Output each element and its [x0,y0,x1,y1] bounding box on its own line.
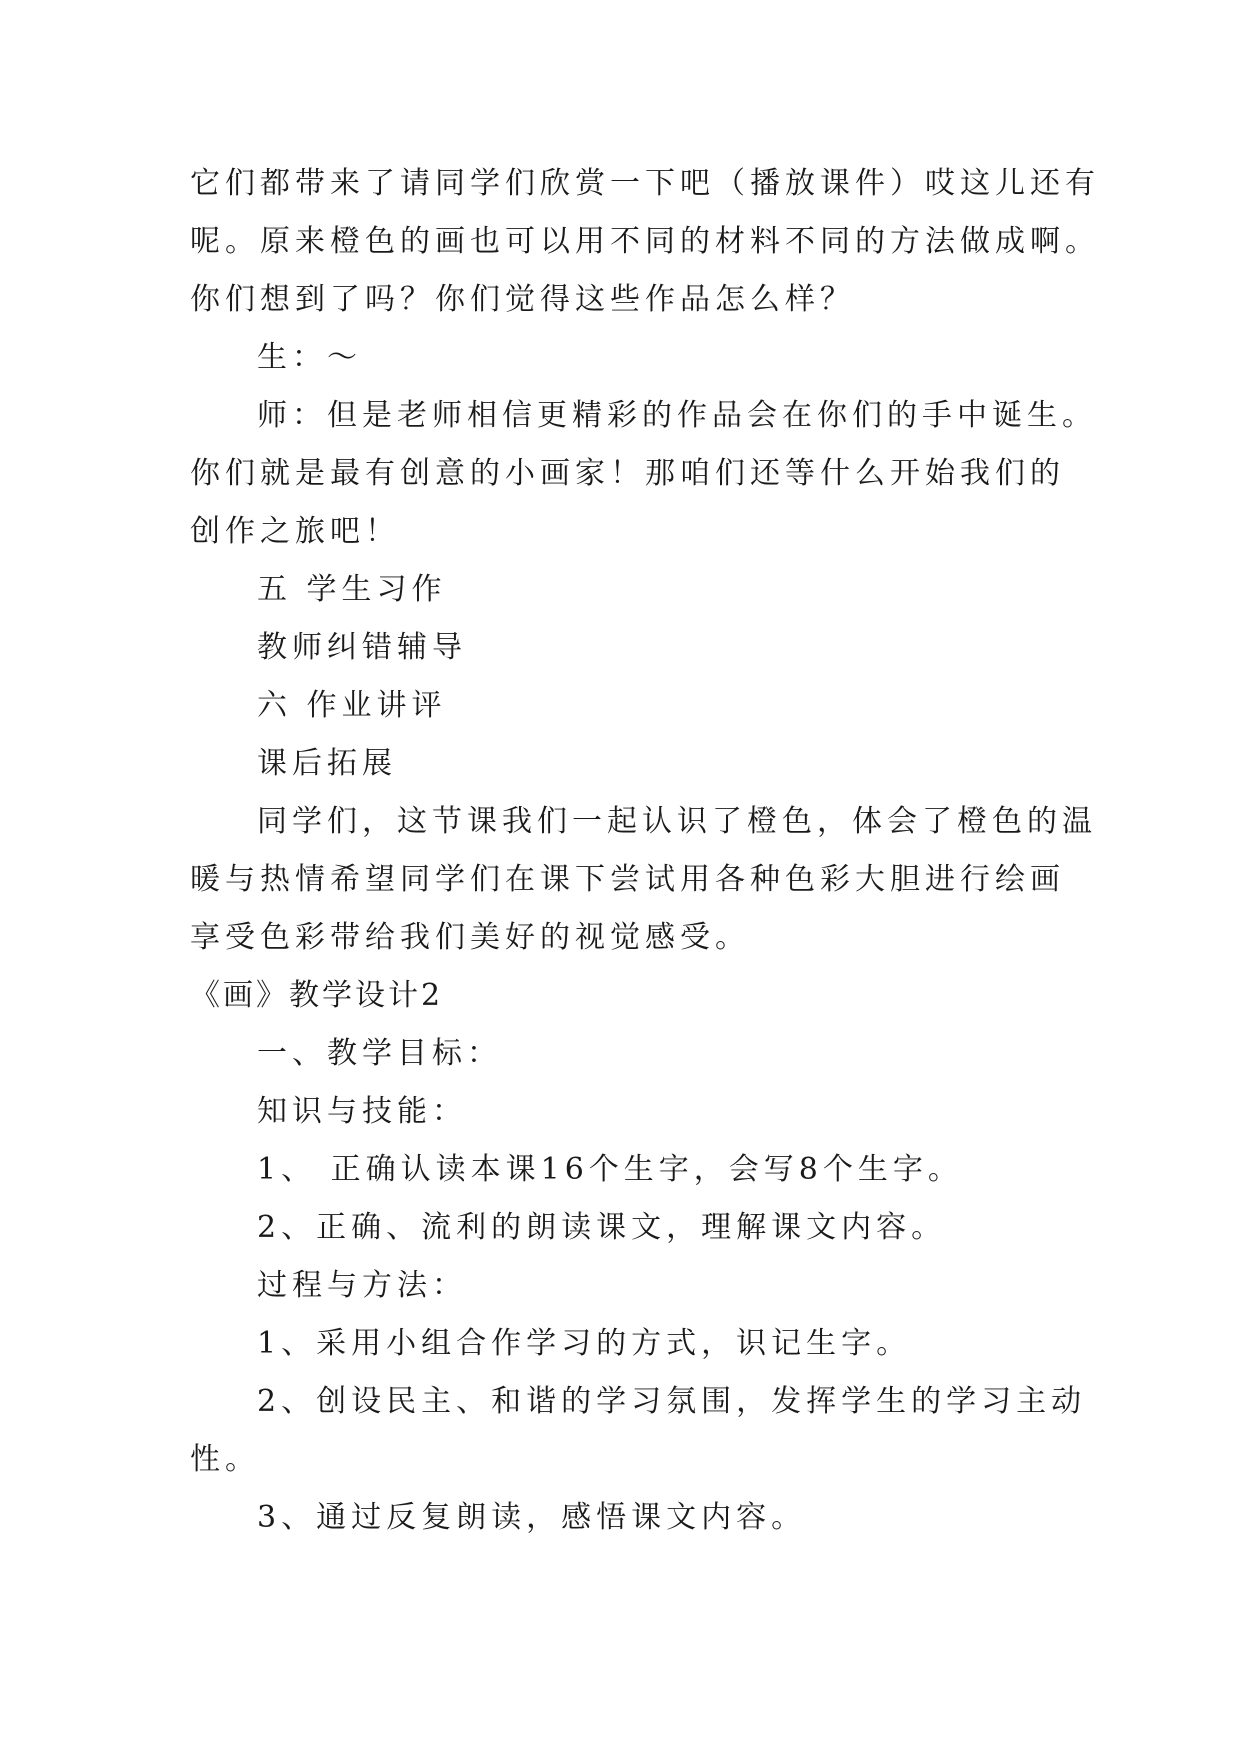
list-item: 1、采用小组合作学习的方式，识记生字。 [257,1326,912,1361]
paragraph-line: 教师纠错辅导 [257,630,467,665]
subsection-heading: 知识与技能： [257,1094,467,1129]
paragraph-line: 同学们，这节课我们一起认识了橙色，体会了橙色的温 [257,804,1097,839]
paragraph-line: 呢。原来橙色的画也可以用不同的材料不同的方法做成啊。 [190,224,1100,259]
section-heading: 五 学生习作 [257,572,447,607]
paragraph-line: 师：但是老师相信更精彩的作品会在你们的手中诞生。 [257,398,1097,433]
paragraph-line: 你们想到了吗？你们觉得这些作品怎么样？ [190,282,855,317]
section-heading: 六 作业讲评 [257,688,447,723]
paragraph-line: 享受色彩带给我们美好的视觉感受。 [190,920,750,955]
paragraph-line: 它们都带来了请同学们欣赏一下吧（播放课件）哎这儿还有 [190,166,1100,201]
paragraph-line: 创作之旅吧！ [190,514,400,549]
list-item: 2、创设民主、和谐的学习氛围，发挥学生的学习主动 [257,1384,1087,1419]
subsection-heading: 过程与方法： [257,1268,467,1303]
paragraph-line: 课后拓展 [257,746,397,781]
list-item-continuation: 性。 [190,1442,260,1477]
paragraph-line: 生：～ [257,340,362,375]
list-item: 1、 正确认读本课16个生字，会写8个生字。 [257,1152,963,1187]
list-item: 3、通过反复朗读，感悟课文内容。 [257,1500,807,1535]
section-heading: 一、教学目标： [257,1036,502,1071]
list-item: 2、正确、流利的朗读课文，理解课文内容。 [257,1210,947,1245]
paragraph-line: 暖与热情希望同学们在课下尝试用各种色彩大胆进行绘画 [190,862,1065,897]
document-title: 《画》教学设计2 [190,978,444,1013]
paragraph-line: 你们就是最有创意的小画家！那咱们还等什么开始我们的 [190,456,1065,491]
